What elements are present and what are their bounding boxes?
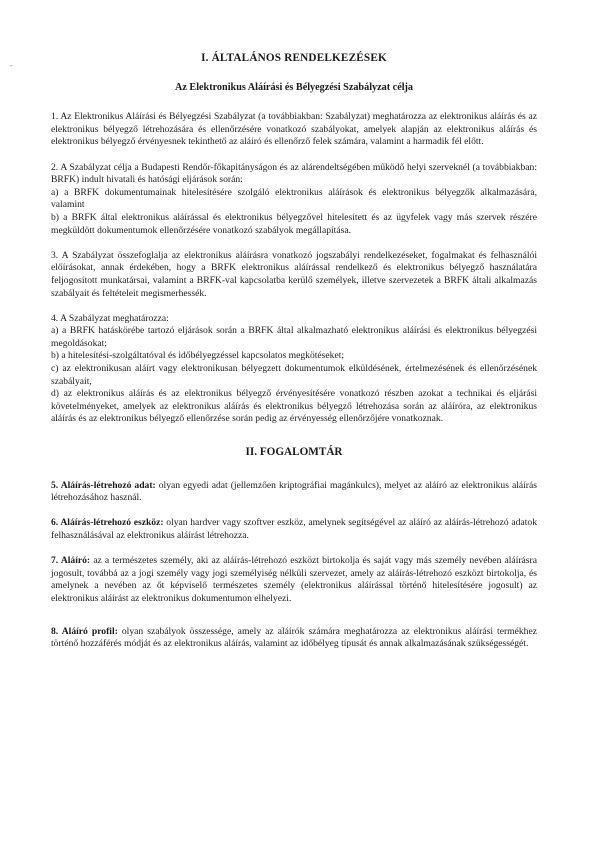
paragraph-2 — [51, 162, 537, 238]
definition-7 — [51, 555, 537, 605]
paragraph-3: 3. A Szabályzat összefoglalja az elektronikus aláírásra vonatkozó jogszabályi rendelkezéseket, fogalmakat és felhasználói előírásokat, annak érdekében, hogy a BRFK elektronikus aláírással rendelkező és elektronikus bélyegző használatára feljogosított munkatársai, valamint a BRFK-val kapcsolatba kerülő személyek, illetve szervezetek a BRFK általi alkalmazás szabályait és feltételeit megismerhessék. — [51, 249, 537, 299]
paragraph-4-intro: 4. A Szabályzat meghatározza: — [51, 312, 169, 324]
margin-mark: - — [10, 61, 13, 70]
definition-6 — [51, 517, 537, 542]
paragraph-2-intro: 2. A Szabályzat célja a Budapesti Rendőr-főkapitányságon és az alárendeltségében működő helyi szerveknél (a továbbiakban: BRFK) indult hivatali és hatósági eljárások során: — [51, 161, 537, 186]
definition-term: 5. Aláírás-létrehozó adat: — [51, 479, 156, 491]
definition-5 — [51, 480, 537, 505]
paragraph-4-item-b: b) a hitelesítési-szolgáltatóval és időbélyegzéssel kapcsolatos megkötéseket; — [51, 350, 345, 362]
section-subheading: Az Elektronikus Aláírási és Bélyegzési Szabályzat célja — [174, 81, 414, 93]
definition-8 — [51, 626, 537, 651]
definition-text: olyan egyedi adat (jellemzően kriptográfiai magánkulcs), melyet az aláíró az elektronikus aláírás létrehozásához használ. — [51, 479, 537, 504]
definition-text: olyan hardver vagy szoftver eszköz, amelynek segítségével az aláíró az aláírás-létrehozó adatok felhasználásával az elektronikus aláírást létrehozza. — [51, 517, 537, 541]
paragraph-2-item-a: a) a BRFK dokumentumainak hitelesítésére szolgáló elektronikus aláírások és elektronikus bélyegzők alkalmazására, valamint — [51, 186, 537, 211]
definition-term: 6. Aláírás-létrehozó eszköz: — [51, 517, 164, 529]
paragraph-4-item-d: d) az elektronikus aláírás és az elektronikus bélyegző érvényesítésére vonatkozó részben azokat a technikai és eljárási követelményeket, amelyek az elektronikus aláírás és elektronikus bélyegző létrehozása során az aláíróra, az elektronikus aláírás és az elektronikus bélyegző ellenőrzése során pedig az érvényesség ellenőrzőjére vonatkoznak. — [51, 388, 537, 425]
definition-term: 7. Aláíró: — [51, 555, 91, 567]
paragraph-1: 1. Az Elektronikus Aláírási és Bélyegzési Szabályzat (a továbbiakban: Szabályzat) meghatározza az elektronikus aláírás és az elektronikus bélyegző létrehozására és ellenőrzésére vonatkozó szabályokat, amelyek alapján az elektronikus aláírás és elektronikus bélyegző érvényesnek tekinthető az aláíró és ellenőrző felek számára, valamint a harmadik fél előtt. — [51, 111, 537, 148]
definition-text: olyan szabályok összessége, amely az aláírók számára meghatározza az elektronikus aláírási termékhez történő hozzáférés módját és az elektronikus aláírás, valamint az időbélyeg típusát és annak alkalmazásának szükségességét. — [51, 625, 537, 650]
paragraph-4-item-a: a) a BRFK hatáskörébe tartozó eljárások során a BRFK által alkalmazható elektronikus aláírási és elektronikus bélyegzési megoldásokat; — [51, 325, 537, 349]
definition-term: 8. Aláíró profil: — [51, 625, 118, 637]
paragraph-4 — [51, 313, 537, 426]
paragraph-2-item-b: b) a BRFK által elektronikus aláírással és elektronikus bélyegzővel hitelesített és az ügyfelek vagy más szervek részére megküldött dokumentumok ellenőrzésére vonatkozó szabályok megállapítása. — [51, 211, 537, 236]
glossary-heading: II. FOGALOMTÁR — [245, 446, 343, 459]
paragraph-4-item-c: c) az elektronikusan aláírt vagy elektronikusan bélyegzett dokumentumok elküldésének, értelmezésének és ellenőrzésének szabályait, — [51, 363, 537, 387]
definition-text: az a természetes személy, aki az aláírás-létrehozó eszközt birtokolja és saját vagy más személy nevében aláírásra jogosult, továbbá az a jogi személy vagy jogi személyiség nélküli szervezet, amely az aláírás-létrehozó eszközt birtokolja, és amelynek a nevében az őt képviselő természetes személy (elektronikus aláírással történő hitelesítésére jogosult) az elektronikus aláírást az elektronikus dokumentumon elhelyezi. — [51, 555, 537, 604]
chapter-heading: I. ÁLTALÁNOS RENDELKEZÉSEK — [201, 52, 387, 64]
